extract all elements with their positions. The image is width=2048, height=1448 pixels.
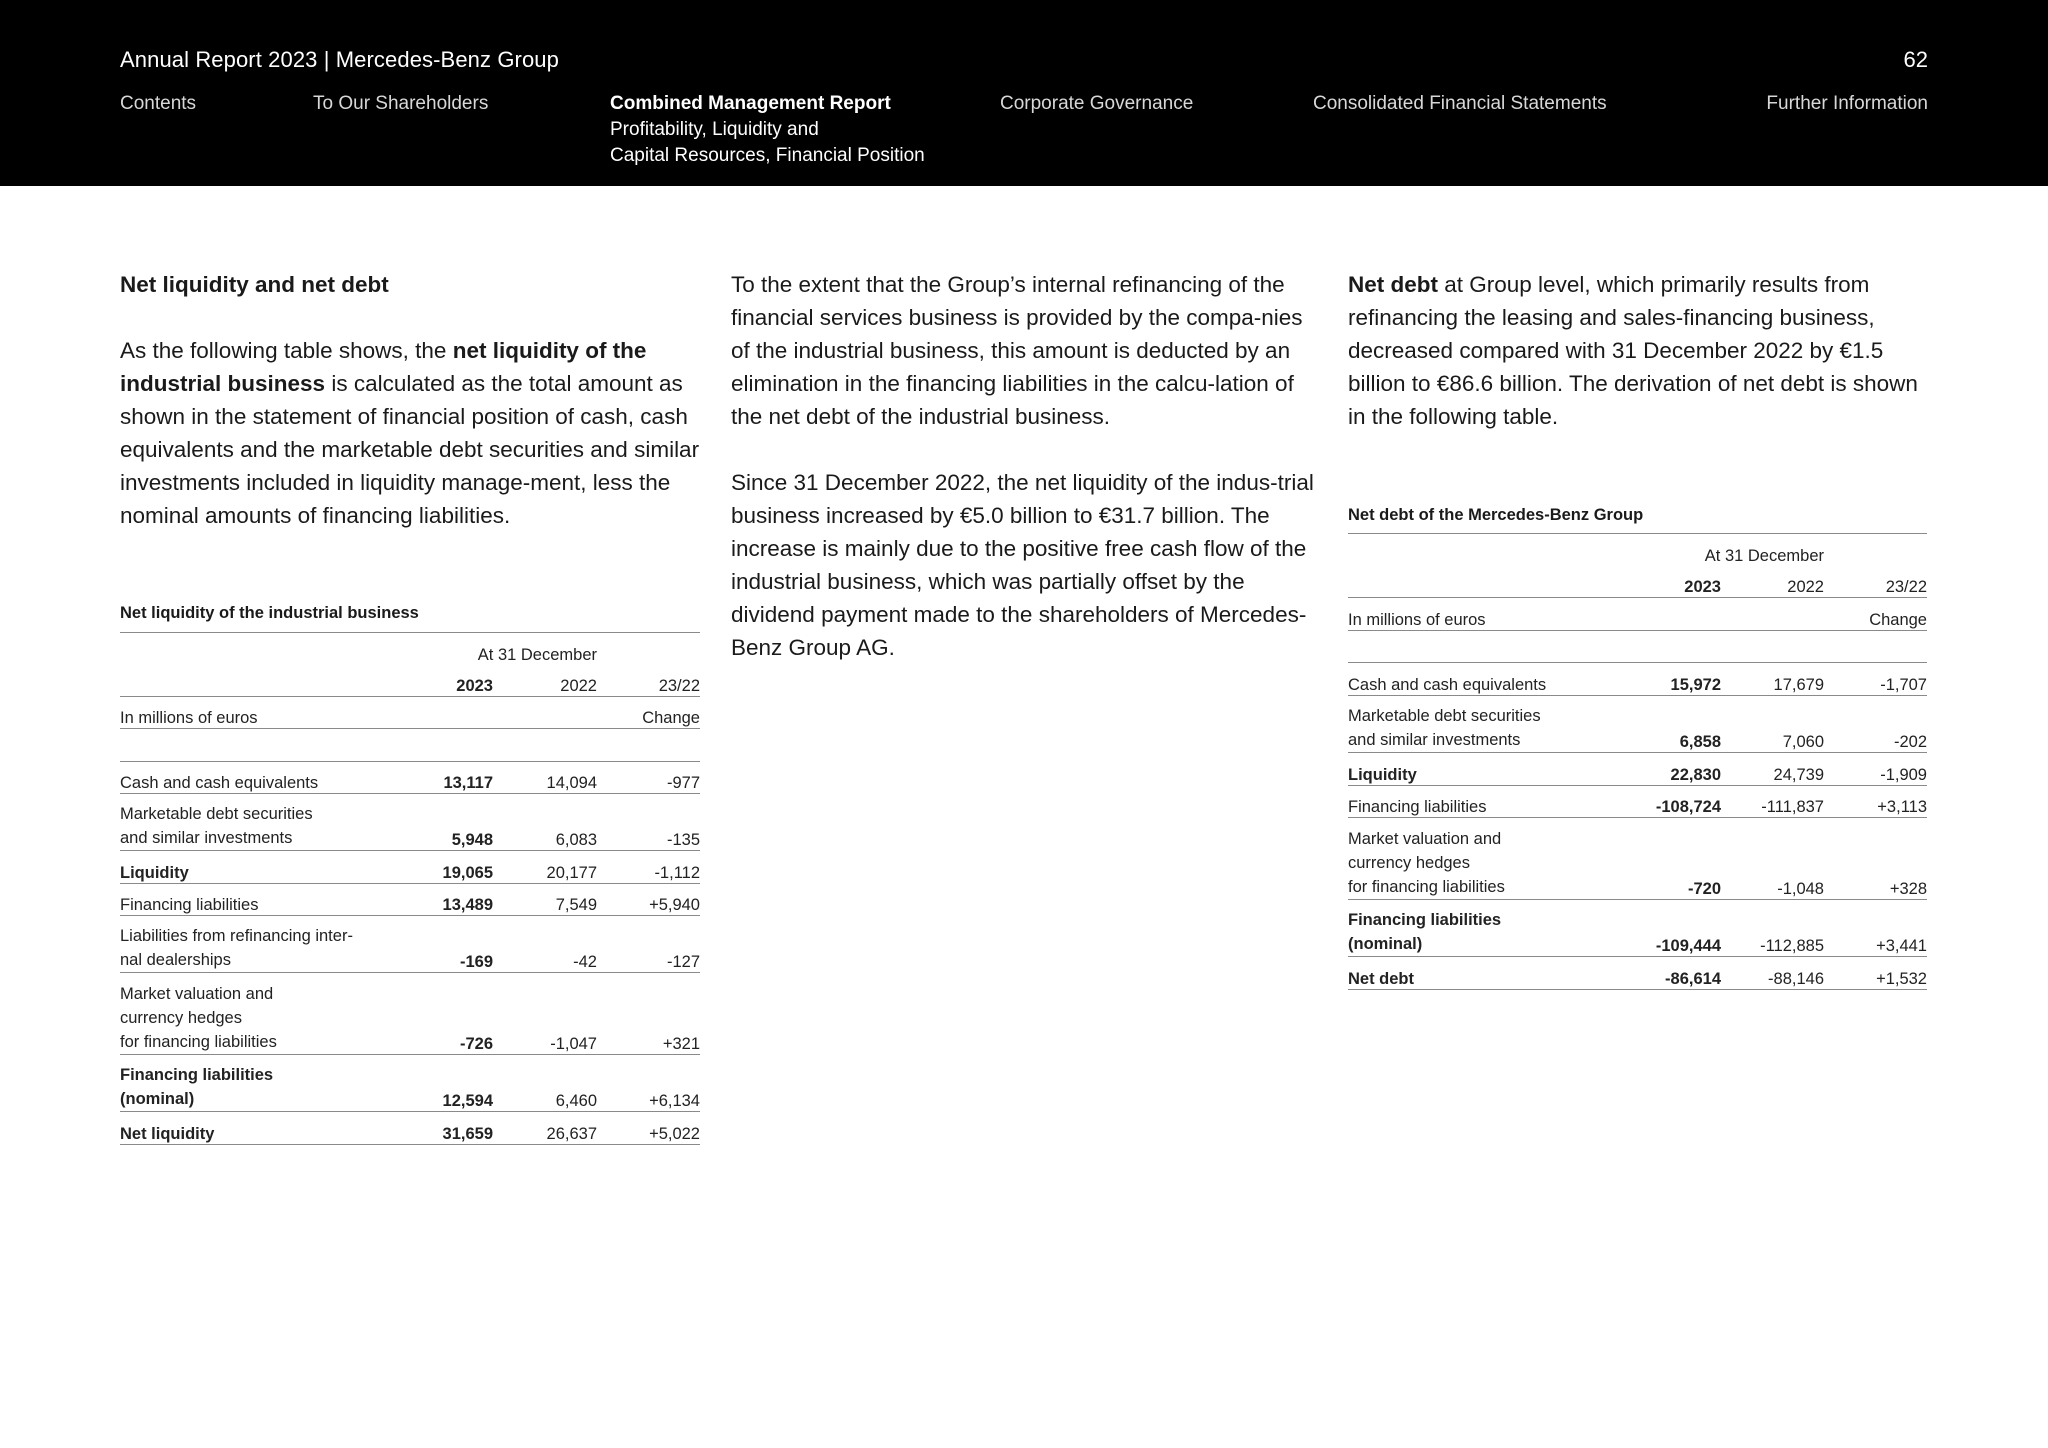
value-2022: -1,048	[1777, 880, 1824, 898]
table-row	[1348, 696, 1927, 753]
net-liquidity-table	[120, 632, 700, 1145]
value-2022: 6,083	[555, 831, 597, 849]
value-2022: 6,460	[555, 1092, 597, 1110]
value-2022: 14,094	[546, 774, 597, 792]
row-label: Net debt	[1348, 970, 1414, 988]
value-2022: -42	[573, 953, 597, 971]
text-run: As the following table shows, the	[120, 338, 453, 363]
value-2022: -112,885	[1760, 937, 1824, 955]
value-2023: -169	[459, 953, 493, 971]
row-label: Marketable debt securities	[1348, 707, 1541, 725]
text-run-bold: Net debt	[1348, 272, 1438, 297]
nav-further-information[interactable]	[1766, 92, 1928, 116]
value-2022: 26,637	[546, 1125, 597, 1143]
table-row	[1348, 900, 1927, 957]
nav-to-our-shareholders[interactable]	[313, 92, 488, 116]
text-run-bold: net liquidity of the industrial business	[120, 338, 647, 396]
unit-label: In millions of euros	[1348, 611, 1486, 629]
value-2023: 13,489	[442, 896, 493, 914]
value-2023: -86,614	[1665, 970, 1721, 988]
table-cell	[597, 633, 700, 665]
row-label: Liquidity	[1348, 766, 1417, 784]
right-paragraph	[1348, 268, 1928, 433]
row-label: currency hedges	[120, 1009, 242, 1027]
value-2023: 6,858	[1679, 733, 1721, 751]
table-row	[120, 762, 700, 794]
column-header-change: 23/22	[658, 677, 700, 695]
value-change: -202	[1893, 733, 1927, 751]
value-2023: -726	[459, 1035, 493, 1053]
value-2023: 15,972	[1670, 676, 1721, 694]
value-change: +3,113	[1877, 798, 1927, 816]
value-2022: 24,739	[1773, 766, 1824, 784]
row-label: and similar investments	[120, 829, 293, 847]
value-2022: -88,146	[1768, 970, 1824, 988]
value-change: +1,532	[1876, 970, 1927, 988]
table-group-header: At 31 December	[1704, 546, 1824, 565]
value-change: +5,022	[649, 1125, 700, 1143]
table-row	[120, 916, 700, 973]
nav-label: Contents	[120, 93, 197, 114]
column-header-change: 23/22	[1885, 578, 1927, 596]
value-change: -127	[666, 953, 700, 971]
table-row	[1348, 786, 1927, 818]
nav-label: Combined Management Report	[610, 93, 891, 114]
table-group-header: At 31 December	[477, 645, 597, 664]
column-header-2022: 2022	[560, 677, 597, 695]
table-row	[120, 884, 700, 916]
middle-column	[731, 268, 1317, 664]
table-row	[1348, 957, 1927, 990]
row-label: and similar investments	[1348, 731, 1521, 749]
row-label: currency hedges	[1348, 854, 1470, 872]
value-change: -1,909	[1880, 766, 1927, 784]
value-2023: 31,659	[442, 1125, 493, 1143]
value-change: +3,441	[1876, 937, 1927, 955]
unit-label: In millions of euros	[120, 709, 258, 727]
table-row	[120, 1112, 700, 1145]
column-header-2023: 2023	[456, 677, 493, 695]
row-label: Net liquidity	[120, 1125, 215, 1143]
table-cell	[120, 633, 420, 665]
nav-sub-label[interactable]: Capital Resources, Financial Position	[610, 145, 925, 166]
nav-contents[interactable]	[120, 92, 196, 116]
table-caption: Net liquidity of the industrial business	[120, 604, 419, 622]
value-2022: -1,047	[550, 1035, 597, 1053]
value-change: +321	[662, 1035, 700, 1053]
nav-label: Corporate Governance	[1000, 93, 1194, 114]
row-label: Cash and cash equivalents	[1348, 676, 1547, 694]
value-change: +6,134	[649, 1092, 700, 1110]
top-header	[0, 0, 2048, 186]
value-2023: -108,724	[1655, 798, 1721, 816]
row-label: Financing liabilities	[120, 1066, 274, 1084]
change-label: Change	[1869, 611, 1927, 629]
value-2022: 7,549	[555, 896, 597, 914]
row-label: Financing liabilities	[120, 896, 259, 914]
value-2023: -720	[1687, 880, 1721, 898]
page-number: 62	[1903, 47, 1928, 72]
value-change: +5,940	[649, 896, 700, 914]
report-title: Annual Report 2023 | Mercedes-Benz Group	[120, 47, 559, 72]
row-label: (nominal)	[1348, 935, 1423, 953]
value-2022: 17,679	[1773, 676, 1824, 694]
value-2023: 22,830	[1670, 766, 1721, 784]
table-caption: Net debt of the Mercedes-Benz Group	[1348, 506, 1644, 524]
value-change: -135	[666, 831, 700, 849]
nav-label: To Our Shareholders	[313, 93, 489, 114]
nav-label: Further Information	[1766, 93, 1928, 114]
text-run: at Group level, which primarily results from refinancing the leasing and sales-financing business, decreased compared with 31 December 2022 by €1.5 billion to €86.6 billion. The derivation of net debt is shown in the following table.	[1348, 272, 1918, 429]
table-row	[1348, 818, 1927, 900]
row-label: nal dealerships	[120, 951, 231, 969]
table-row	[120, 794, 700, 851]
value-change: -977	[666, 774, 700, 792]
value-2023: 12,594	[442, 1092, 493, 1110]
middle-paragraph-1: To the extent that the Group’s internal refinancing of the financial services business is provided by the compa-nies of the industrial business, this amount is deducted by an elimination in the financing liabilities in the calcu-lation of the net debt of the industrial business.	[731, 272, 1303, 429]
row-label: Cash and cash equivalents	[120, 774, 319, 792]
table-row	[120, 851, 700, 884]
row-label: Liquidity	[120, 864, 189, 882]
value-2022: 7,060	[1782, 733, 1824, 751]
nav-corporate-governance[interactable]	[1000, 92, 1193, 116]
value-2022: 20,177	[546, 864, 597, 882]
value-change: +328	[1889, 880, 1927, 898]
row-label: for financing liabilities	[1348, 878, 1505, 896]
nav-sub-label[interactable]: Profitability, Liquidity and	[610, 119, 819, 140]
nav-consolidated-financial-statements[interactable]	[1313, 92, 1607, 116]
row-label: Market valuation and	[120, 985, 274, 1003]
table-row	[1348, 753, 1927, 786]
value-2023: 19,065	[442, 864, 493, 882]
column-header-2022: 2022	[1787, 578, 1824, 596]
section-heading: Net liquidity and net debt	[120, 272, 389, 297]
value-change: -1,707	[1880, 676, 1927, 694]
table-row	[1348, 663, 1927, 696]
row-label: Financing liabilities	[1348, 798, 1487, 816]
value-2023: 13,117	[443, 774, 493, 792]
row-label: Financing liabilities	[1348, 911, 1502, 929]
change-label: Change	[642, 709, 700, 727]
row-label: Marketable debt securities	[120, 805, 313, 823]
value-2023: 5,948	[451, 831, 493, 849]
value-2023: -109,444	[1655, 937, 1721, 955]
table-row	[120, 973, 700, 1055]
middle-paragraph-2: Since 31 December 2022, the net liquidity of the indus-trial business increased by €5.0 billion to €31.7 billion. The increase is mainly due to the positive free cash flow of the industrial business, which was partially offset by the dividend payment made to the shareholders of Mercedes-Benz Group AG.	[731, 470, 1314, 660]
value-2022: -111,837	[1761, 798, 1824, 816]
right-column	[1348, 268, 1928, 433]
column-header-2023: 2023	[1684, 578, 1721, 596]
row-label: (nominal)	[120, 1090, 195, 1108]
net-debt-table	[1348, 533, 1927, 990]
row-label: Liabilities from refinancing inter-	[120, 927, 353, 945]
text-run: is calculated as the total amount as shown in the statement of financial position of cash, cash equivalents and the marketable debt securities and similar investments included in liquidity manage-ment, less the nominal amounts of financing liabilities.	[120, 371, 700, 528]
table-row	[120, 1055, 700, 1112]
table-cell	[120, 665, 420, 697]
left-column	[120, 268, 700, 532]
nav-label: Consolidated Financial Statements	[1313, 93, 1607, 114]
row-label: Market valuation and	[1348, 830, 1502, 848]
value-change: -1,112	[654, 864, 700, 882]
row-label: for financing liabilities	[120, 1033, 277, 1051]
nav-combined-management-report[interactable]	[610, 92, 925, 170]
left-paragraph	[120, 334, 700, 532]
